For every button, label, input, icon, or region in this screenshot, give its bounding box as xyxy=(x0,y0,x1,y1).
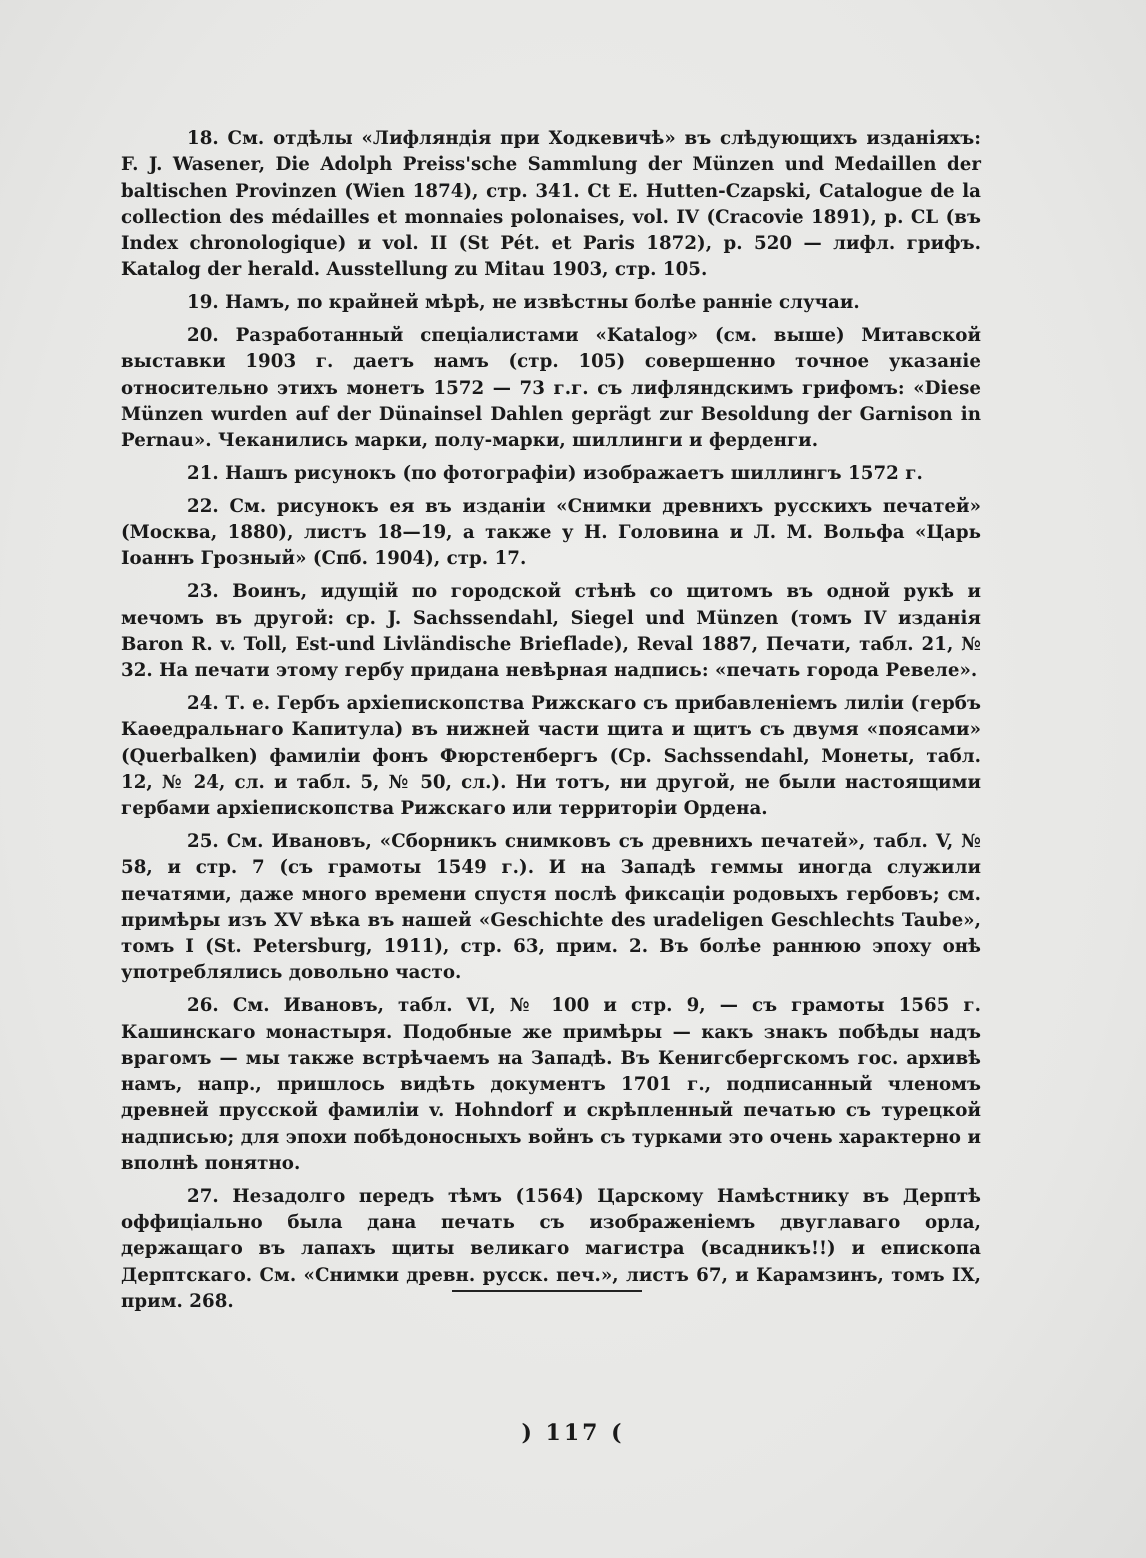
footnote-19: 19. Намъ, по крайней мѣрѣ, не извѣстны болѣе ранніе случаи. xyxy=(187,292,860,314)
end-rule xyxy=(452,1290,642,1292)
footnote-27: 27. Незадолго передъ тѣмъ (1564) Царскому Намѣстнику въ Дерптѣ оффиціально была дана печать съ изображеніемъ двуглаваго орла, держащаго въ лапахъ щиты великаго магистра (всадникъ!!) и епископа Дерптскаго. См. «Снимки древн. русск. печ.», листъ 67, и Карамзинъ, томъ IX, прим. 268. xyxy=(121,1185,981,1312)
footnote-20: 20. Разработанный спеціалистами «Katalog» (см. выше) Митавской выставки 1903 г. даетъ намъ (стр. 105) совершенно точное указаніе относительно этихъ монетъ 1572 — 73 г.г. съ лифляндскимъ грифомъ: «Diese Münzen wurden auf der Dünainsel Dahlen geprägt zur Besoldung der Garnison in Pernau». Чеканились марки, полу-марки, шиллинги и ферденги. xyxy=(121,325,981,452)
footnotes xyxy=(121,126,981,1322)
footnote-23: 23. Воинъ, идущій по городской стѣнѣ со щитомъ въ одной рукѣ и мечомъ въ другой: ср. J. Sachssendahl, Siegel und Münzen (томъ IV изданія Baron R. v. Toll, Est-und Livländische Brieflade), Reval 1887, Печати, табл. 21, № 32. На печати этому гербу придана невѣрная надпись: «печать города Ревеле». xyxy=(121,581,981,682)
footnote-26: 26. См. Ивановъ, табл. VI, № 100 и стр. 9, — съ грамоты 1565 г. Кашинскаго монастыря. Подобные же примѣры — какъ знакъ побѣды надъ врагомъ — мы также встрѣчаемъ на Западѣ. Въ Кенигсбергскомъ гос. архивѣ намъ, напр., пришлось видѣть документъ 1701 г., подписанный членомъ древней прусской фамиліи v. Hohndorf и скрѣпленный печатью съ турецкой надписью; для эпохи побѣдоносныхъ войнъ съ турками это очень характерно и вполнѣ понятно. xyxy=(121,995,981,1174)
footnote-18: 18. См. отдѣлы «Лифляндія при Ходкевичѣ» въ слѣдующихъ изданіяхъ: F. J. Wasener, Die Adolph Preiss'sche Sammlung der Münzen und Medaillen der baltischen Provinzen (Wien 1874), стр. 341. Ct E. Hutten-Czapski, Catalogue de la collection des médailles et monnaies polonaises, vol. IV (Cracovie 1891), p. CL (въ Index chronologique) и vol. II (St Pét. et Paris 1872), p. 520 — лифл. грифъ. Katalog der herald. Ausstellung zu Mitau 1903, стр. 105. xyxy=(121,128,981,281)
footnote-21: 21. Нашъ рисунокъ (по фотографіи) изображаетъ шиллингъ 1572 г. xyxy=(187,463,923,485)
footnote-24: 24. Т. е. Гербъ архіепископства Рижскаго съ прибавленіемъ лиліи (гербъ Каѳедральнаго Капитула) въ нижней части щита и щитъ съ двумя «поясами» (Querbalken) фамиліи фонъ Фюрстенбергъ (Ср. Sachssendahl, Монеты, табл. 12, № 24, сл. и табл. 5, № 50, сл.). Ни тотъ, ни другой, не были настоящими гербами архіепископства Рижскаго или территоріи Ордена. xyxy=(121,692,981,820)
footnote-22: 22. См. рисунокъ ея въ изданіи «Снимки древнихъ русскихъ печатей» (Москва, 1880), листъ 18—19, а также у Н. Головина и Л. М. Вольфа «Царь Іоаннъ Грозный» (Спб. 1904), стр. 17. xyxy=(121,495,981,570)
footnote-25: 25. См. Ивановъ, «Сборникъ снимковъ съ древнихъ печатей», табл. V, № 58, и стр. 7 (съ грамоты 1549 г.). И на Западѣ геммы иногда служили печатями, даже много времени спустя послѣ фиксаціи родовыхъ гербовъ; см. примѣры изъ XV вѣка въ нашей «Geschichte des uradeligen Geschlechts Taube», томъ I (St. Petersburg, 1911), стр. 63, прим. 2. Въ болѣе раннюю эпоху онѣ употреблялись довольно часто. xyxy=(121,830,981,984)
page-number: ) 117 ( xyxy=(521,1420,625,1446)
